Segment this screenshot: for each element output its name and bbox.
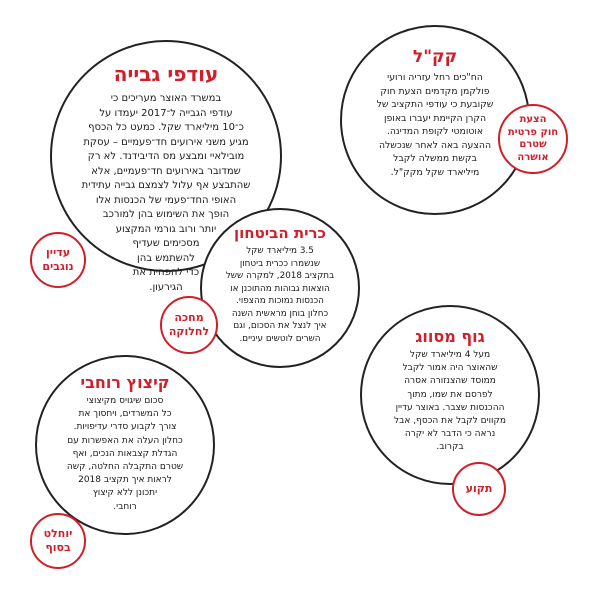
body-line: איך לנצל את הסכום, וגם (233, 321, 327, 331)
badge-line: יוחלט (43, 527, 73, 541)
body-line: הגדלת קצבאות הנכים, ואף (72, 448, 178, 459)
body-line: פולקמן מקדמים הצעת חוק (380, 85, 490, 97)
body-line: כל המשרדים, ויחסוך את (78, 409, 172, 420)
status-badge-awaiting-distribution (160, 296, 218, 354)
body-line: הקרן הקיימת יעברו באופן (383, 112, 487, 124)
body-line: הוצאות גבוהות מהתוכנן או (230, 283, 330, 294)
callout-title: עודפי גבייה (113, 62, 219, 86)
body-line: ממוסד שהצנזורה אסרה (404, 376, 496, 387)
callout-classified-body (360, 305, 540, 485)
body-line: כדי להפחית את (132, 267, 200, 278)
badge-line: לחלוקה (168, 325, 210, 338)
body-line: 3.5 מיליארד שקל (246, 246, 314, 256)
badge-line: אושרה (517, 151, 549, 163)
body-line: בקרוב. (436, 442, 464, 453)
callout-body (226, 245, 334, 345)
status-badge-still-drained (30, 232, 86, 288)
body-line: סכום שיגויס מקיצוצי (86, 396, 164, 406)
body-line: מיליארד שקל מקק"ל. (390, 166, 480, 178)
body-line: הח"כים רחל עזריה ורועי (387, 72, 483, 83)
body-line: כחלון בוחן מראשית השנה (231, 308, 329, 319)
badge-line: בסוף (45, 541, 71, 554)
body-line: מובילאיי ומבצע מס הדיבידנד. לא רק (87, 151, 245, 162)
body-line: מגיע משני אירועים חד־פעמיים – עסקת (83, 136, 249, 148)
badge-line: הצעת (519, 114, 547, 125)
callout-title: קק"ל (412, 47, 458, 67)
callout-kkl (340, 25, 530, 215)
badge-line: נוגבים (42, 260, 74, 273)
body-line: שהאוצר היה אמור לקבל (402, 363, 498, 374)
body-line: שטרם התקבלה החלטה, קשה (66, 462, 184, 473)
badge-line: תקוע (465, 482, 493, 496)
body-line: השרים לוטשים עיניים. (239, 333, 321, 344)
body-line: ההצעה באה לאחר שנכשלה (378, 139, 492, 151)
badge-line: שטרם (519, 139, 547, 150)
body-line: בקשת ממשלה לקבל (393, 153, 477, 164)
body-line: מעל 4 מיליארד שקל (409, 350, 491, 360)
body-line: הכנסות נמוכות מהצפוי. (236, 296, 324, 306)
body-line: לראות איך תקציב 2018 (78, 475, 172, 486)
callout-body (67, 395, 183, 514)
body-line: נראה כי הדבר לא יקרה (404, 429, 496, 440)
body-line: מקווים לקבל את הכסף, אבל (394, 416, 507, 427)
body-line: יותר ורוב גורמי המקצוע (115, 223, 217, 235)
callout-body (377, 71, 494, 179)
badge-line: חוק פרטית (507, 126, 559, 138)
callout-title: קיצוץ רוחבי (80, 373, 170, 392)
body-line: עודפי הגבייה ל־2017 יעמדו על (99, 107, 233, 119)
body-line: צורך לקבוע סדרי עדיפויות. (73, 422, 177, 433)
body-line: הופך את השימוש בהן למורכב (102, 209, 230, 220)
body-line: שקובעת כי עודפי התקציב של (376, 99, 494, 110)
body-line: יתכונן ללא קיצוץ (92, 488, 158, 499)
body-line: שהתבצע אף עלול לצמצם גבייה עתידית (81, 180, 251, 191)
body-line: אוטומטי לקופת המדינה. (386, 126, 484, 137)
body-line: האופי החד־פעמי של הכנסות אלו (95, 194, 237, 206)
body-line: הגירעון. (149, 281, 183, 293)
body-line: שנשמרו ככרית ביטחון (239, 258, 321, 269)
body-line: שמדובר באירועים חד־פעמיים, אלא (91, 165, 241, 177)
badge-line: מחכה (174, 311, 204, 325)
status-badge-stuck (452, 462, 506, 516)
body-line: ההכנסות שצבר. באוצר עדיין (395, 402, 505, 413)
status-badge-private-bill (498, 104, 568, 174)
body-line: מסכימים שעדיף (132, 238, 200, 249)
callout-body (394, 349, 506, 455)
callout-safety-cushion (200, 208, 360, 368)
body-line: רוחבי. (113, 501, 137, 512)
body-line: כ־10 מיליארד שקל. כמעט כל הכסף (88, 122, 244, 133)
body-line: לפרסם את שמו, מתוך (407, 389, 493, 400)
callout-title: כרית הביטחון (233, 224, 327, 242)
body-line: בתקציב 2018, למקרה ששל (225, 271, 335, 281)
body-line: להשתמש בהן (137, 252, 195, 264)
callout-title: גוף מסווג (415, 327, 485, 346)
body-line: במשרד האוצר מעריכים כי (110, 93, 222, 104)
body-line: כחלון העלה את האפשרות עם (67, 435, 183, 446)
callout-horizontal-cut (35, 355, 215, 535)
status-badge-decided-eventually (30, 513, 86, 569)
badge-line: עדיין (45, 246, 71, 260)
